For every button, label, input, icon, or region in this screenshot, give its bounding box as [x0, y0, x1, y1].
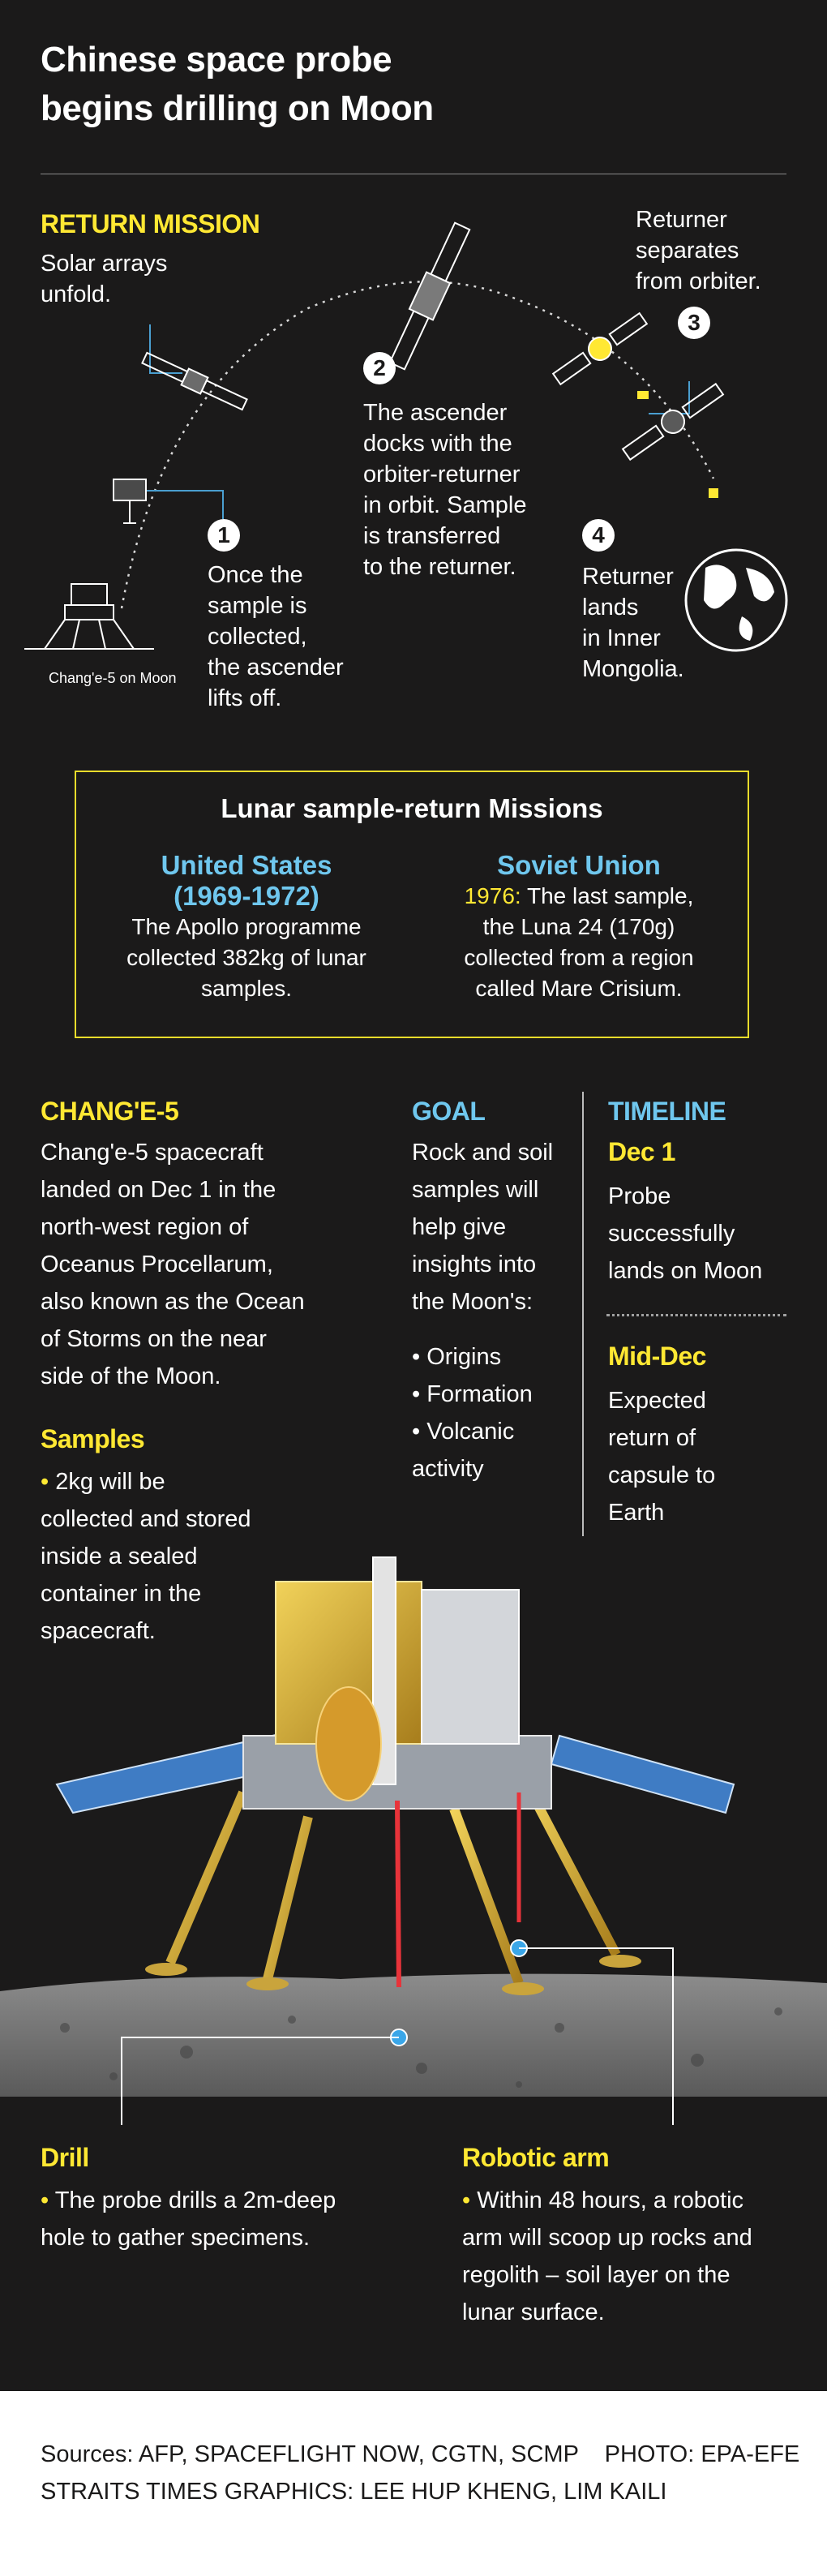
robotic-arm-heading: Robotic arm: [462, 2143, 610, 2172]
step-3-text: Returner separates from orbiter.: [636, 207, 761, 294]
returner-separated-icon: [620, 380, 726, 463]
ascender-icon: [114, 479, 146, 523]
moon-caption: Chang'e-5 on Moon: [49, 670, 177, 686]
timeline-date-1: Dec 1: [608, 1137, 675, 1166]
orbiter-module: [422, 1590, 519, 1744]
timeline-divider: [606, 1314, 786, 1316]
goal-bullet: • Origins: [412, 1344, 502, 1370]
goal-bullet-continued: activity: [412, 1456, 484, 1482]
soviet-year: 1976:: [464, 883, 521, 908]
orbiter-solar-arrays-icon: [141, 350, 249, 412]
capsule-icon: [637, 391, 649, 399]
step-1-text: Once the sample is collected, the ascender lifts off.: [208, 562, 344, 711]
earth-globe-icon: [686, 550, 786, 650]
title-line-1: Chinese space probe: [41, 40, 392, 79]
lunar-surface: [0, 1974, 827, 2097]
lander-legs: [170, 1784, 616, 1983]
docking-spacecraft-icon: [385, 221, 473, 371]
soviet-heading: Soviet Union: [497, 850, 661, 880]
intro-line: Solar arrays: [41, 251, 168, 277]
goal-bullet: • Volcanic: [412, 1419, 515, 1445]
drill-heading: Drill: [41, 2143, 89, 2172]
soviet-mission: Soviet Union 1976: The last sample, the Luna 24 (170g) collected from a region called Mare Crisium.: [417, 850, 741, 1004]
samples-body: • 2kg will be collected and stored inside a sealed container in the spacecraft.: [41, 1469, 251, 1644]
robotic-arm-body: • Within 48 hours, a robotic arm will scoop up rocks and regolith – soil layer on the lunar surface.: [462, 2187, 752, 2325]
change5-body: Chang'e-5 spacecraft landed on Dec 1 in the north-west region of Oceanus Procellarum, also known as the Ocean of Storms on the near side of the Moon.: [41, 1140, 305, 1389]
return-mission-heading: RETURN MISSION: [41, 209, 260, 238]
us-mission: United States (1969-1972) The Apollo programme collected 382kg of lunar samples.: [84, 850, 409, 1004]
soviet-line-1: 1976: The last sample,: [464, 883, 694, 908]
goal-body: Rock and soil samples will help give insights into the Moon's:: [412, 1140, 554, 1315]
samples-heading: Samples: [41, 1424, 145, 1453]
goal-heading: GOAL: [412, 1097, 486, 1126]
step-2-text: The ascender docks with the orbiter-returner in orbit. Sample is transferred to the returner.: [363, 400, 527, 580]
timeline-heading: TIMELINE: [608, 1097, 726, 1126]
missions-box: [75, 771, 749, 1038]
drill-rod: [397, 1801, 399, 1987]
bullet: •: [462, 2187, 478, 2213]
title-line-2: begins drilling on Moon: [41, 88, 434, 128]
intro-line: unfold.: [41, 281, 112, 307]
us-years: (1969-1972): [174, 881, 319, 911]
timeline-text-1: Probe successfully lands on Moon: [608, 1183, 763, 1284]
bullet: •: [41, 1469, 56, 1495]
lander-illustration: [0, 1525, 827, 2125]
step-2-badge: 2: [363, 352, 396, 384]
lander-on-moon-icon: [24, 584, 154, 649]
right-solar-panel: [551, 1736, 734, 1813]
page-title: [41, 36, 608, 133]
goal-bullets: [412, 1338, 533, 1488]
fuel-tank: [316, 1687, 381, 1801]
leader-line-step1: [134, 491, 223, 519]
missions-box-title: Lunar sample-return Missions: [221, 793, 603, 823]
leader-line-solar: [150, 324, 182, 373]
capsule-descent-icon: [709, 488, 718, 498]
column-divider: [582, 1092, 584, 1536]
graphics-credit-line: STRAITS TIMES GRAPHICS: LEE HUP KHENG, LIM KAILI: [41, 2479, 667, 2505]
step-3-badge: 3: [678, 307, 710, 339]
us-heading: United States: [161, 850, 332, 880]
step-4-badge: 4: [582, 519, 615, 552]
drill-body: • The probe drills a 2m-deep hole to gather specimens.: [41, 2187, 336, 2251]
lander-base: [243, 1736, 551, 1809]
credits-footer: [0, 2391, 827, 2576]
sources-line: Sources: AFP, SPACEFLIGHT NOW, CGTN, SCMP PHOTO: EPA-EFE: [41, 2441, 800, 2467]
bullet: •: [41, 2187, 55, 2213]
change5-heading: CHANG'E-5: [41, 1097, 179, 1126]
timeline-date-2: Mid-Dec: [608, 1342, 706, 1371]
goal-bullet: • Formation: [412, 1381, 533, 1407]
step-4-text: Returner lands in Inner Mongolia.: [582, 564, 684, 682]
step-1-badge: 1: [208, 519, 240, 552]
timeline-text-2: Expected return of capsule to Earth: [608, 1388, 716, 1526]
